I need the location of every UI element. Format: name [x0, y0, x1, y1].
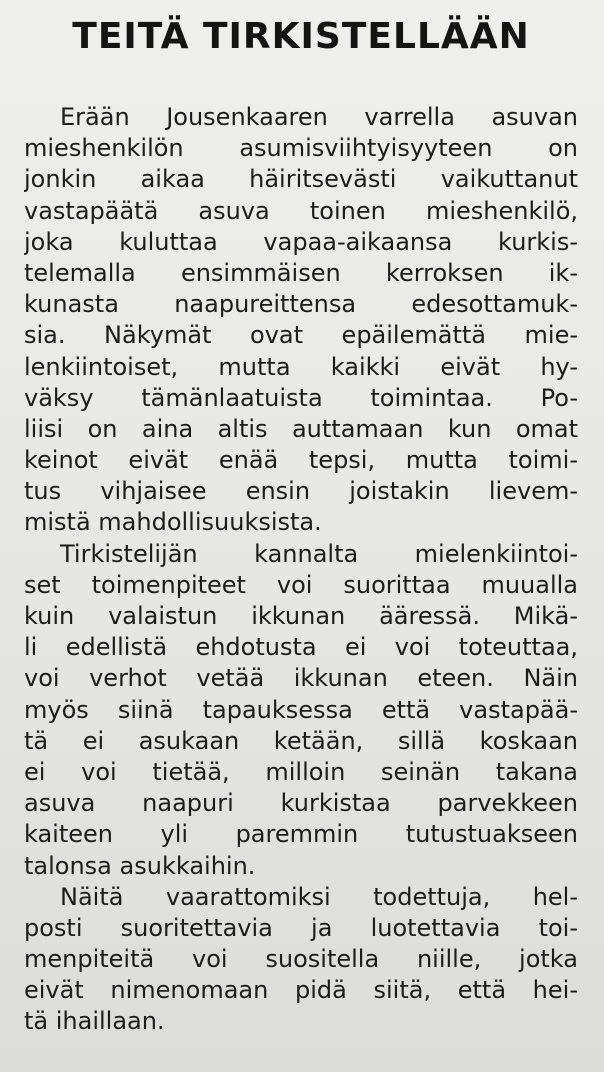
text-line: voi verhot vetää ikkunan eteen. Näin [24, 664, 578, 693]
text-line: tus vihjaisee ensin joistakin lievem- [24, 477, 578, 506]
text-line: vastapäätä asuva toinen mieshenkilö, [24, 196, 578, 225]
text-line: ei voi tietää, milloin seinän takana [24, 757, 578, 786]
article-headline: TEITÄ TIRKISTELLÄÄN [72, 16, 530, 57]
text-line: posti suoritettavia ja luotettavia toi- [24, 913, 578, 942]
text-line: jonkin aikaa häiritsevästi vaikuttanut [24, 165, 578, 194]
text-line: väksy tämänlaatuista toimintaa. Po- [24, 383, 578, 412]
paragraph-3 [24, 882, 578, 1038]
text-line: tä ihaillaan. [24, 1007, 165, 1036]
text-line: kuin valaistun ikkunan ääressä. Mikä- [24, 602, 578, 630]
text-line: myös siinä tapauksessa että vastapää- [24, 695, 578, 724]
text-line: tä ei asukaan ketään, sillä koskaan [24, 726, 578, 755]
article-body [24, 102, 578, 1038]
text-line: Tirkistelijän kannalta mielenkiintoi- [60, 539, 578, 568]
text-line: mieshenkilön asumisviihtyisyyteen on [24, 134, 578, 163]
text-line: telemalla ensimmäisen kerroksen ik- [24, 258, 578, 287]
text-line: sia. Näkymät ovat epäilemättä mie- [24, 321, 578, 350]
text-line: liisi on aina altis auttamaan kun omat [24, 414, 578, 443]
paragraph-2 [24, 539, 578, 882]
text-line: joka kuluttaa vapaa-aikaansa kurkis- [24, 227, 578, 256]
text-line: kunasta naapureittensa edesottamuk- [24, 290, 578, 319]
text-line: menpiteitä voi suositella niille, jotka [24, 945, 578, 974]
text-line: Erään Jousenkaaren varrella asuvan [60, 103, 578, 131]
text-line: talonsa asukkaihin. [24, 851, 256, 880]
text-line: eivät nimenomaan pidä siitä, että hei- [24, 976, 578, 1005]
paragraph-1 [24, 102, 578, 539]
text-line: lenkiintoiset, mutta kaikki eivät hy- [24, 352, 578, 381]
text-line: asuva naapuri kurkistaa parvekkeen [24, 789, 578, 818]
text-line: mistä mahdollisuuksista. [24, 508, 322, 537]
text-line: Näitä vaarattomiksi todettuja, hel- [60, 882, 578, 911]
text-line: keinot eivät enää tepsi, mutta toimi- [24, 446, 578, 475]
text-line: li edellistä ehdotusta ei voi toteuttaa, [24, 633, 578, 662]
text-line: kaiteen yli paremmin tutustuakseen [24, 820, 578, 849]
text-line: set toimenpiteet voi suorittaa muualla [24, 570, 578, 599]
